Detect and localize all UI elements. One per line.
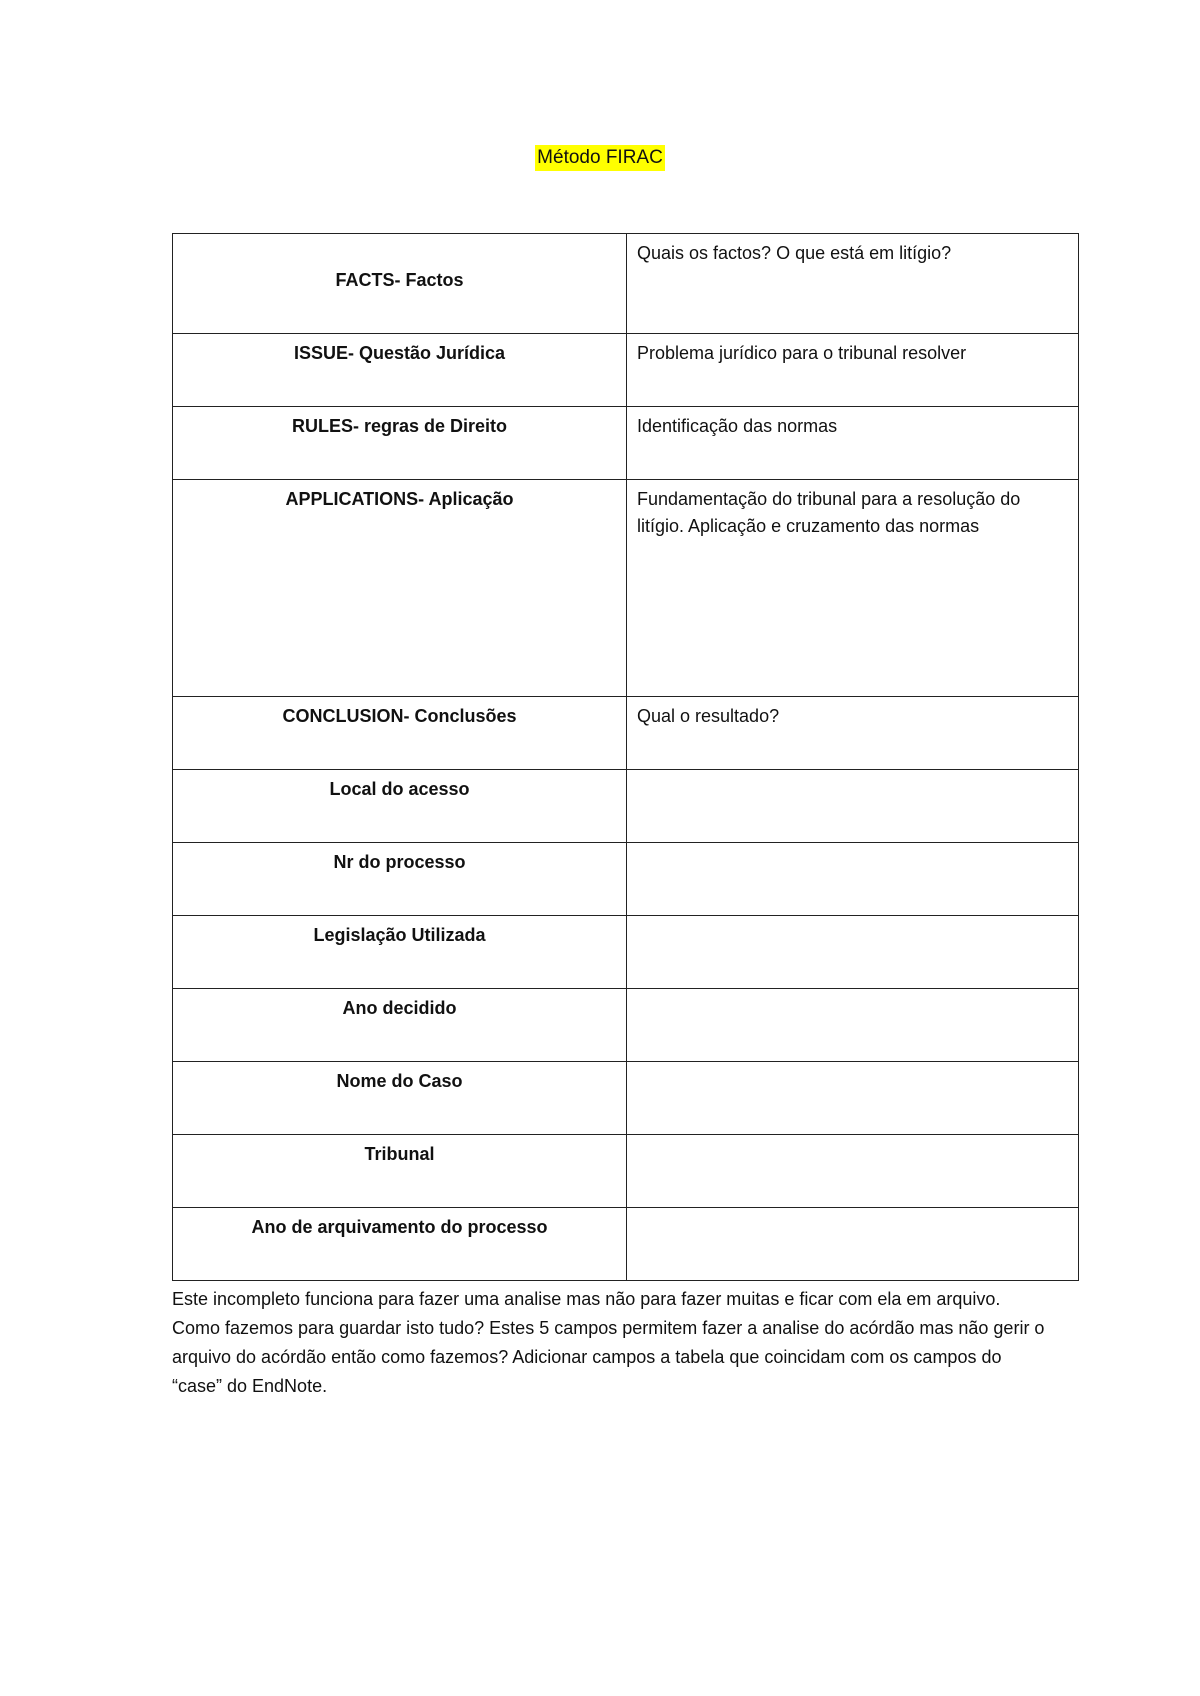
row-label: Ano decidido: [173, 989, 627, 1062]
table-row-ano-arquivamento: [173, 1208, 1079, 1281]
row-value: Problema jurídico para o tribunal resolver: [627, 334, 1079, 407]
table-row-legislacao: [173, 916, 1079, 989]
notes-paragraph: Este incompleto funciona para fazer uma analise mas não para fazer muitas e ficar com ela em arquivo. Como fazemos para guardar isto tudo? Estes 5 campos permitem fazer a analise do acórdão mas não gerir o arquivo do acórdão então como fazemos? Adicionar campos a tabela que coincidam com os campos do “case” do EndNote.: [172, 1289, 1045, 1396]
row-value-empty: [627, 1135, 1079, 1208]
row-value-empty: [627, 1062, 1079, 1135]
table-row-local-acesso: [173, 770, 1079, 843]
row-label: Nr do processo: [173, 843, 627, 916]
row-value-empty: [627, 770, 1079, 843]
row-label: Local do acesso: [173, 770, 627, 843]
row-label: Tribunal: [173, 1135, 627, 1208]
row-label: FACTS- Factos: [173, 234, 627, 334]
table-row-nome-caso: [173, 1062, 1079, 1135]
row-label: Legislação Utilizada: [173, 916, 627, 989]
table-row-tribunal: [173, 1135, 1079, 1208]
row-value-empty: [627, 916, 1079, 989]
table-row-nr-processo: [173, 843, 1079, 916]
row-label: ISSUE- Questão Jurídica: [173, 334, 627, 407]
row-value: Qual o resultado?: [627, 697, 1079, 770]
table-row-issue: [173, 334, 1079, 407]
row-value: Identificação das normas: [627, 407, 1079, 480]
row-value-empty: [627, 843, 1079, 916]
row-value-empty: [627, 1208, 1079, 1281]
row-value: Quais os factos? O que está em litígio?: [627, 234, 1079, 334]
row-label: Nome do Caso: [173, 1062, 627, 1135]
row-label: Ano de arquivamento do processo: [173, 1208, 627, 1281]
row-label: APPLICATIONS- Aplicação: [173, 480, 627, 697]
row-value-empty: [627, 989, 1079, 1062]
title-wrapper: [0, 145, 1200, 171]
table-row-conclusion: [173, 697, 1079, 770]
table-row-rules: [173, 407, 1079, 480]
table-row-ano-decidido: [173, 989, 1079, 1062]
page-title: Método FIRAC: [535, 145, 665, 171]
table-row-facts: [173, 234, 1079, 334]
row-value: Fundamentação do tribunal para a resolução do litígio. Aplicação e cruzamento das normas: [627, 480, 1079, 697]
row-label: RULES- regras de Direito: [173, 407, 627, 480]
row-label: CONCLUSION- Conclusões: [173, 697, 627, 770]
table-row-applications: [173, 480, 1079, 697]
firac-table: [172, 233, 1079, 1281]
